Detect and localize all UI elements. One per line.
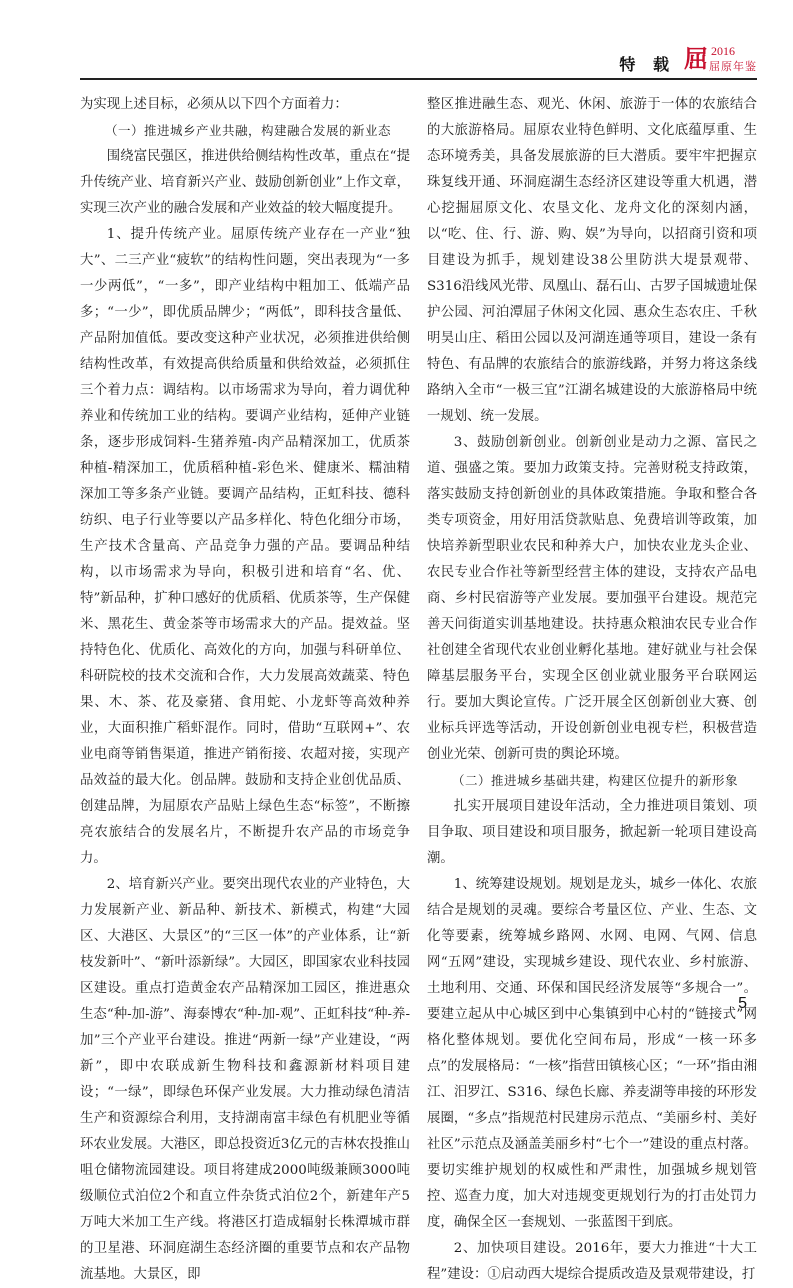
section-heading: （一）推进城乡产业共融，构建融合发展的新业态 (105, 123, 392, 138)
paragraph: 扎实开展项目建设年活动，全力推进项目策划、项目争取、项目建设和项目服务，掀起新一轮项目建设高潮。 (427, 799, 757, 866)
paragraph: 2、加快项目建设。2016年，要大力推进“十大工程”建设：①启动西大堤综合提质改造及景观带建设，打 (427, 1241, 757, 1282)
paragraph: 围绕富民强区，推进供给侧结构性改革，重点在“提升传统产业、培育新兴产业、鼓励创新创业”上作文章，实现三次产业的融合发展和产业效益的较大幅度提升。 (80, 149, 410, 216)
paragraph: 整区推进融生态、观光、休闲、旅游于一体的农旅结合的大旅游格局。屈原农业特色鲜明、文化底蕴厚重、生态环境秀美，具备发展旅游的巨大潜质。要牢牢把握京珠复线开通、环洞庭湖生态经济区建设等重大机遇，潜心挖掘屈原文化、农垦文化、龙舟文化的深刻内涵，以“吃、住、行、游、购、娱”为导向，以招商引资和项目建设为抓手，规划建设38公里防洪大堤景观带、S316沿线风光带、凤凰山、磊石山、古罗子国城遗址保护公园、河泊潭屈子休闲文化园、惠众生态农庄、千秋明昊山庄、稻田公园以及河湖连通等项目，建设一条有特色、有品牌的农旅结合的旅游线路，并努力将这条线路纳入全市“一极三宜”江湖名城建设的大旅游格局中统一规划、统一发展。 (427, 97, 757, 424)
section-label: 特 载 (619, 55, 675, 74)
right-column (427, 92, 757, 1288)
paragraph: 1、统筹建设规划。规划是龙头，城乡一体化、农旅结合是规划的灵魂。要综合考量区位、产业、生态、文化等要素，统筹城乡路网、水网、电网、气网、信息网“五网”建设，实现城乡建设、现代农业、乡村旅游、土地利用、交通、环保和国民经济发展等“多规合一”。要建立起从中心城区到中心集镇到中心村的“链接式”网格化整体规划。要优化空间布局，形成“一核一环多点”的发展格局：“一核”指营田镇核心区；“一环”指由湘江、汨罗江、S316、绿色长廊、养麦湖等串接的环形发展圈，“多点”指规范村民建房示范点、“美丽乡村、美好社区”示范点及涵盖美丽乡村“七个一”建设的重点村落。要切实维护规划的权威性和严肃性，加强城乡规划管控、巡查力度，加大对违规变更规划行为的打击处罚力度，确保全区一套规划、一张蓝图干到底。 (427, 877, 757, 1230)
paragraph: 3、鼓励创新创业。创新创业是动力之源、富民之道、强盛之策。要加力政策支持。完善财税支持政策，落实鼓励支持创新创业的具体政策措施。争取和整合各类专项资金，用好用活贷款贴息、免费培训等政策，加快培养新型职业农民和种养大户，加快农业龙头企业、农民专业合作社等新型经营主体的建设，支持农产品电商、乡村民宿游等产业发展。要加强平台建设。规范完善天问街道实训基地建设。扶持惠众粮油农民专业合作社创建全省现代农业创业孵化基地。建好就业与社会保障基层服务平台，实现全区创业就业服务平台联网运行。要加大舆论宣传。广泛开展全区创新创业大赛、创业标兵评选等活动，开设创新创业电视专栏，积极营造创业光荣、创新可贵的舆论环境。 (427, 435, 757, 762)
logo-mark: 屈 (684, 44, 708, 73)
logo-year: 2016 (711, 44, 735, 58)
header-rule (80, 78, 757, 80)
left-column (80, 92, 410, 1288)
paragraph: 为实现上述目标，必须从以下四个方面着力： (80, 97, 348, 112)
logo-subtitle: 屈原年鉴 (709, 60, 757, 73)
section-heading: （二）推进城乡基础共建，构建区位提升的新形象 (452, 773, 739, 788)
page-number: 5 (738, 995, 747, 1012)
paragraph: 1、提升传统产业。屈原传统产业存在一产业“独大”、二三产业“疲软”的结构性问题，突出表现为“一多一少两低”，“一多”，即产业结构中粗加工、低端产品多；“一少”，即优质品牌少；“两低”，即科技含量低、产品附加值低。要改变这种产业状况，必须推进供给侧结构性改革，有效提高供给质量和供给效益，必须抓住三个着力点：调结构。以市场需求为导向，着力调优种养业和传统加工业的结构。要调产业结构，延伸产业链条，逐步形成饲料-生猪养殖-肉产品精深加工，优质茶种植-精深加工，优质稻种植-彩色米、健康米、糯油精深加工等多条产业链。要调产品结构，正虹科技、德科纺织、电子行业等要以产品多样化、特色化细分市场，生产技术含量高、产品竞争力强的产品。要调品种结构，以市场需求为导向，积极引进和培育“名、优、特”新品种，扩种口感好的优质稻、优质茶等，生产保健米、黑花生、黄金茶等市场需求大的产品。提效益。坚持特色化、优质化、高效化的方向，加强与科研单位、科研院校的技术交流和合作，大力发展高效蔬菜、特色果、木、茶、花及豪猪、食用蛇、小龙虾等高效种养业，大面积推广稻虾混作。同时，借助“互联网+”、农业电商等销售渠道，推进产销衔接、农超对接，实现产品效益的最大化。创品牌。鼓励和支持企业创优品质、创建品牌，为屈原农产品贴上绿色生态“标签”，不断擦亮农旅结合的发展名片，不断提升农产品的市场竞争力。 (80, 227, 410, 866)
yearbook-logo (683, 44, 757, 73)
page-header (0, 0, 793, 80)
paragraph: 2、培育新兴产业。要突出现代农业的产业特色，大力发展新产业、新品种、新技术、新模式，构建“大园区、大港区、大景区”的“三区一体”的产业体系，让“新枝发新叶”、“新叶添新绿”。大园区，即国家农业科技园区建设。重点打造黄金农产品精深加工园区，推进惠众生态“种-加-游”、海泰博农“种-加-观”、正虹科技“种-养-加”三个产业平台建设。推进“两新一绿”产业建设，“两新”，即中农联成新生物科技和鑫源新材料项目建设；“一绿”，即绿色环保产业发展。大力推动绿色清洁生产和资源综合利用，支持湖南富丰绿色有机肥业等循环农业发展。大港区，即总投资近3亿元的吉林农投推山咀仓储物流园建设。项目将建成2000吨级兼顾3000吨级顺位式泊位2个和直立件杂货式泊位2个，新建年产5万吨大米加工生产线。将港区打造成辐射长株潭城市群的卫星港、环洞庭湖生态经济圈的重要节点和农产品物流基地。大景区，即 (80, 877, 410, 1282)
